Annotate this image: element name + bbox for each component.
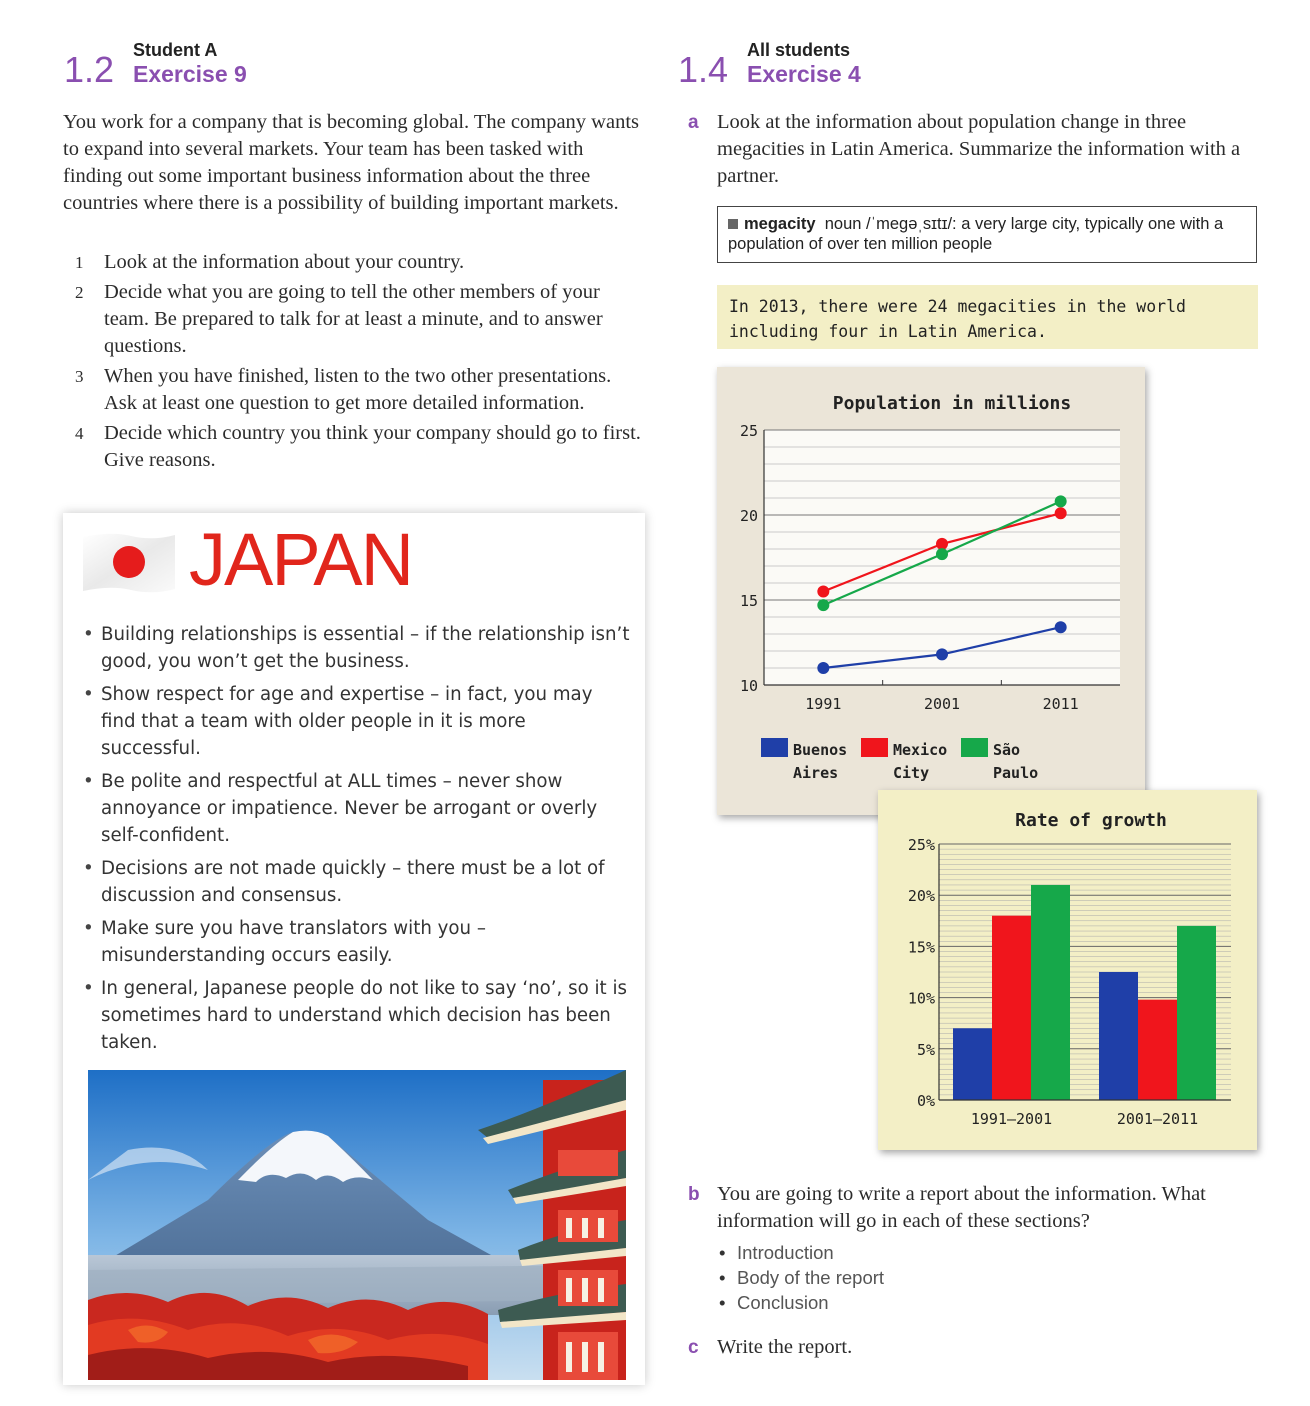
report-section-item: • Introduction	[717, 1240, 884, 1265]
x-tick-label: 1991–2001	[970, 1110, 1053, 1128]
data-point	[1055, 495, 1067, 507]
section-number-right: 1.4	[678, 49, 729, 90]
fact-box: In 2013, there were 24 megacities in the world including four in Latin America.	[717, 285, 1258, 349]
data-point	[1055, 507, 1067, 519]
legend-label: Mexico	[893, 741, 948, 759]
definition-word: megacity	[744, 215, 816, 233]
task-text: Look at the information about your country.	[104, 251, 465, 273]
task-number: 1	[75, 253, 84, 272]
exercise-title-left: Exercise 9	[133, 61, 247, 87]
data-point	[817, 599, 829, 611]
legend-swatch	[961, 738, 988, 757]
x-tick-label: 1991	[805, 695, 842, 713]
legend-label: Paulo	[993, 764, 1039, 782]
square-bullet-icon	[728, 219, 738, 229]
task-list	[63, 249, 645, 477]
tip-item: • Building relationships is essential – if the relationship isn’t good, you won’t get the business.	[81, 621, 631, 675]
task-text: When you have finished, listen to the two other presentations. Ask at least one question to get more detailed information.	[104, 365, 612, 414]
task-number: 4	[75, 424, 84, 443]
definition-meaning: a very large city, typically one with a population of over ten million people	[728, 215, 1224, 253]
section-audience-left: Student A	[133, 40, 218, 60]
mount-fuji-photo	[88, 1070, 626, 1380]
data-point	[817, 662, 829, 674]
legend-label: Buenos	[793, 741, 848, 759]
tip-item: • In general, Japanese people do not like to say ‘no’, so it is sometimes hard to understand which decision has been taken.	[81, 975, 631, 1056]
task-number: 2	[75, 283, 84, 302]
data-point	[817, 586, 829, 598]
task-item	[63, 279, 645, 360]
legend-swatch	[761, 738, 788, 757]
chart-title: Population in millions	[832, 393, 1072, 414]
definition-pronunciation: /ˈmeɡəˌsɪtɪ/:	[866, 215, 957, 233]
growth-chart-panel	[878, 790, 1257, 1150]
task-item	[63, 249, 645, 276]
part-c-label: c	[688, 1337, 699, 1358]
y-tick-label: 5%	[916, 1040, 935, 1059]
bar	[1177, 926, 1216, 1100]
japan-tips-list	[81, 621, 631, 1062]
part-b-text: You are going to write a report about the information. What information will go in each of these sections?	[717, 1183, 1206, 1232]
bar	[1099, 972, 1138, 1100]
exercise-title-right: Exercise 4	[747, 61, 861, 87]
part-b-label: b	[688, 1184, 700, 1205]
x-tick-label: 2001	[923, 695, 961, 713]
legend-label: City	[893, 764, 930, 782]
japan-flag-icon	[81, 531, 177, 595]
x-tick-label: 2011	[1042, 695, 1079, 713]
x-tick-label: 2001–2011	[1116, 1110, 1199, 1128]
report-section-item: • Conclusion	[717, 1290, 884, 1315]
y-tick-label: 25%	[907, 836, 935, 854]
legend-label: São	[993, 741, 1021, 759]
tip-item: • Be polite and respectful at ALL times – never show annoyance or impatience. Never be arrogant or overly self-confident.	[81, 768, 631, 849]
task-item	[63, 420, 645, 474]
intro-paragraph: You work for a company that is becoming global. The company wants to expand into several markets. Your team has been tasked with finding out some important business information about the three countries where there is a possibility of building important markets.	[63, 111, 639, 214]
bar	[1138, 1000, 1177, 1100]
bar	[953, 1028, 992, 1100]
section-audience-right: All students	[747, 40, 851, 60]
data-point	[936, 548, 948, 560]
part-a-text: Look at the information about population change in three megacities in Latin America. Summarize the information with a partner.	[717, 111, 1241, 187]
population-line-chart	[717, 367, 1145, 815]
y-tick-label: 15	[739, 592, 758, 610]
y-tick-label: 15%	[907, 938, 935, 957]
task-text: Decide which country you think your company should go to first. Give reasons.	[104, 422, 641, 471]
definition-pos: noun	[824, 215, 862, 233]
report-section-item: • Body of the report	[717, 1265, 884, 1290]
y-tick-label: 20%	[907, 887, 935, 906]
task-item	[63, 363, 645, 417]
data-point	[936, 648, 948, 660]
bar	[1031, 885, 1070, 1100]
report-sections-list	[717, 1240, 884, 1315]
chart-title: Rate of growth	[1015, 810, 1167, 831]
part-c-text: Write the report.	[717, 1336, 853, 1358]
task-number: 3	[75, 367, 84, 386]
section-number-left: 1.2	[64, 49, 115, 90]
y-tick-label: 25	[739, 422, 758, 440]
y-tick-label: 20	[739, 507, 758, 525]
task-text: Decide what you are going to tell the other members of your team. Be prepared to talk for at least a minute, and to answer questions.	[104, 281, 603, 357]
bar	[992, 916, 1031, 1100]
y-tick-label: 10%	[907, 989, 935, 1008]
data-point	[1055, 621, 1067, 633]
population-chart-panel	[717, 367, 1145, 815]
tip-item: • Decisions are not made quickly – there must be a lot of discussion and consensus.	[81, 855, 631, 909]
definition-box	[717, 206, 1257, 263]
country-card-japan	[63, 513, 645, 1385]
country-name: JAPAN	[189, 518, 413, 601]
tip-item: • Make sure you have translators with you – misunderstanding occurs easily.	[81, 915, 631, 969]
legend-swatch	[861, 738, 888, 757]
legend-label: Aires	[793, 764, 839, 782]
tip-item: • Show respect for age and expertise – in fact, you may find that a team with older people in it is more successful.	[81, 681, 631, 762]
y-tick-label: 0%	[916, 1092, 935, 1110]
growth-bar-chart	[878, 790, 1257, 1150]
part-a-label: a	[688, 112, 699, 133]
y-tick-label: 10	[739, 677, 758, 695]
